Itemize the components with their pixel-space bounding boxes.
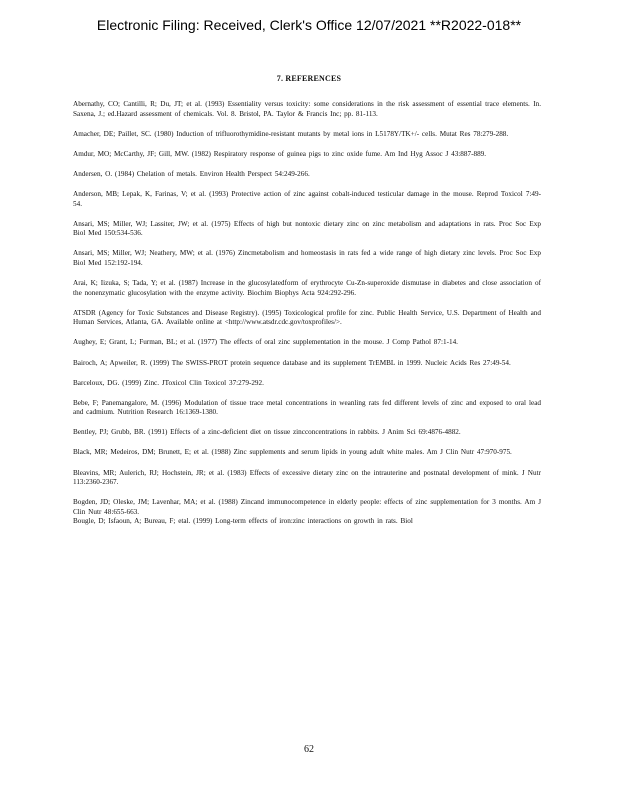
- reference-entry: Bebe, F; Panemangalore, M. (1996) Modulation of tissue trace metal concentrations in weanling rats fed different levels of zinc and exposed to oral lead and cadmium. Nutrition Research 16:1369-1380.: [73, 398, 541, 417]
- reference-entry: Ansari, MS; Miller, WJ; Lassiter, JW; et al. (1975) Effects of high but nontoxic dietary zinc on zinc metabolism and adaptations in rats. Proc Soc Exp Biol Med 150:534-536.: [73, 219, 541, 238]
- reference-entry: Black, MR; Medeiros, DM; Brunett, E; et al. (1988) Zinc supplements and serum lipids in young adult white males. Am J Clin Nutr 47:970-975.: [73, 448, 512, 457]
- reference-entry: Arai, K; Iizuka, S; Tada, Y; et al. (1987) Increase in the glucosylatedform of erythrocyte Cu-Zn-superoxide dismutase in diabetes and close association of the nonenzymatic glucosylation with the enzyme activity. Biochim Biophys Acta 924:292-296.: [73, 279, 541, 297]
- reference-list: [73, 100, 541, 527]
- reference-entry: Bairoch, A; Apweiler, R. (1999) The SWISS-PROT protein sequence database and its supplement TrEMBL in 1999. Nucleic Acids Res 27:49-54.: [73, 358, 511, 367]
- reference-entry: Andersen, O. (1984) Chelation of metals. Environ Health Perspect 54:249-266.: [73, 169, 310, 178]
- reference-entry: Bleavins, MR; Aulerich, RJ; Hochstein, JR; et al. (1983) Effects of excessive dietary zinc on the intrauterine and postnatal development of mink. J Nutr 113:2360-2367.: [73, 468, 541, 487]
- reference-entry: Amdur, MO; McCarthy, JF; Gill, MW. (1982) Respiratory response of guinea pigs to zinc oxide fume. Am Ind Hyg Assoc J 43:887-889.: [73, 149, 487, 158]
- reference-entry: Bougle, D; Isfaoun, A; Bureau, F; etal. (1999) Long-term effects of iron:zinc interactions on growth in rats. Biol: [73, 517, 413, 526]
- page-number: 62: [304, 744, 314, 755]
- reference-entry: Bentley, PJ; Grubb, BR. (1991) Effects of a zinc-deficient diet on tissue zincconcentrations in rabbits. J Anim Sci 69:4876-4882.: [73, 428, 461, 437]
- reference-entry: Abernathy, CO; Cantilli, R; Du, JT; et al. (1993) Essentiality versus toxicity: some considerations in the risk assessment of essential trace elements. In. Saxena, J.; ed.Hazard assessment of chemicals. Vol. 8. Bristol, PA. Taylor & Francis Inc; pp. 81-113.: [73, 100, 541, 118]
- section-title: 7. REFERENCES: [276, 74, 342, 83]
- reference-entry: Amacher, DE; Paillet, SC. (1980) Induction of trifluorothymidine-resistant mutants by metal ions in L5178Y/TK+/- cells. Mutat Res 78:279-288.: [73, 129, 509, 138]
- reference-entry: ATSDR (Agency for Toxic Substances and Disease Registry). (1995) Toxicological profile for zinc. Public Health Service, U.S. Department of Health and Human Services, Atlanta, GA. Available online at <http://www.atsdr.cdc.gov/toxprofiles/>.: [73, 308, 541, 327]
- reference-entry: Aughey, E; Grant, L; Furman, BL; et al. (1977) The effects of oral zinc supplementation in the mouse. J Comp Pathol 87:1-14.: [73, 338, 458, 347]
- reference-entry: Ansari, MS; Miller, WJ; Neathery, MW; et al. (1976) Zincmetabolism and homeostasis in rats fed a wide range of high dietary zinc levels. Proc Soc Exp Biol Med 152:192-194.: [73, 249, 541, 267]
- filing-stamp-header: Electronic Filing: Received, Clerk's Office 12/07/2021 **R2022-018**: [96, 17, 522, 33]
- reference-entry: Anderson, MB; Lepak, K, Farinas, V; et al. (1993) Protective action of zinc against cobalt-induced testicular damage in the mouse. Reprod Toxicol 7:49-54.: [73, 189, 541, 208]
- reference-entry: Bogden, JD; Oleske, JM; Lavenhar, MA; et al. (1988) Zincand immunocompetence in elderly people: effects of zinc supplementation for 3 months. Am J Clin Nutr 48:655-663.: [73, 498, 541, 516]
- reference-entry: Barceloux, DG. (1999) Zinc. JToxicol Clin Toxicol 37:279-292.: [73, 378, 264, 387]
